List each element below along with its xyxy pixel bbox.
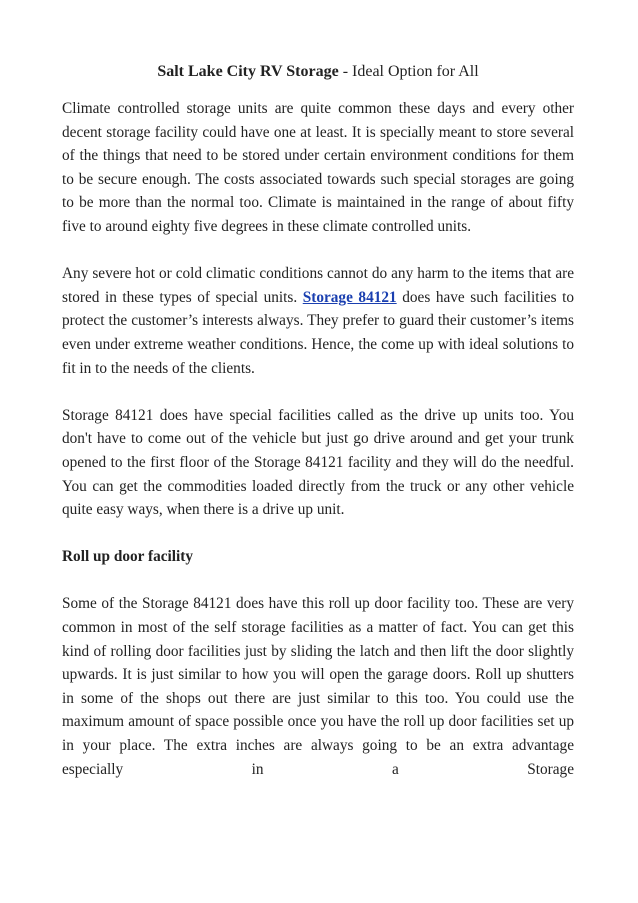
paragraph-drive-up: Storage 84121 does have special facilities called as the drive up units too. You don't have to come out of the vehicle but just go drive around and get your trunk opened to the first floor of the Storage 84121 facility and they will do the needful. You can get the commodities loaded directly from the truck or any other vehicle quite easy ways, when there is a drive up unit. (62, 406, 574, 519)
paragraph-conditions-after: does have such facilities to protect the customer’s interests always. They prefer to guard their customer’s items even under extreme weather conditions. Hence, the come up with ideal solutions to fit in to the needs of the clients. (62, 288, 575, 377)
storage-84121-link[interactable]: Storage 84121 (302, 288, 397, 306)
document-page (62, 60, 574, 805)
paragraph-climate: Climate controlled storage units are quite common these days and every other decent storage facility could have one at least. It is specially meant to store several of the things that need to be stored under certain environment conditions for them to be secure enough. The costs associated towards such special storages are going to be more than the normal too. Climate is maintained in the range of about fifty five to around eighty five degrees in these climate controlled units. (62, 100, 574, 235)
paragraph-conditions-before: Any severe hot or cold climatic conditions cannot do any harm to the items that are stored in these types of special units. (62, 265, 574, 306)
paragraph-roll-up: Some of the Storage 84121 does have this roll up door facility too. These are very common in most of the self storage facilities as a matter of fact. You can get this kind of rolling door facilities just by sliding the latch and then lift the door slightly upwards. It is just similar to how you will open the garage doors. Roll up shutters in some of the shops out there are just similar to this too. You could use the maximum amount of space possible once you have the roll up door facilities set up in your place. The extra inches are always going to be an extra advantage especially in a Storage (62, 595, 574, 778)
document-title (62, 60, 574, 84)
title-bold: Salt Lake City RV Storage (157, 63, 339, 80)
section-heading-roll-up: Roll up door facility (62, 548, 194, 566)
title-rest: - Ideal Option for All (338, 63, 479, 80)
paragraph-conditions (62, 262, 574, 380)
